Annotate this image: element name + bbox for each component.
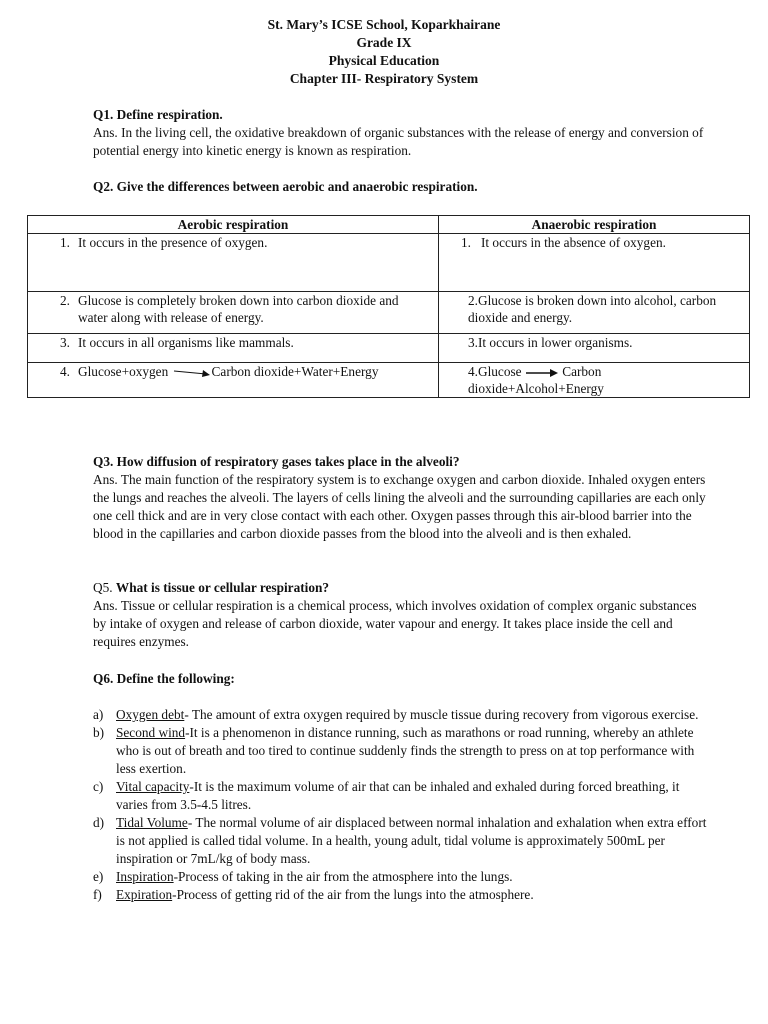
q3-section [93,453,713,543]
aerobic-equation-right: Carbon dioxide+Water+Energy [211,364,379,379]
q1-section [93,106,713,160]
item-term: Second wind [116,725,186,740]
table-row [28,363,750,398]
item-letter: b) [93,725,105,740]
q6-question: Q6. Define the following: [93,671,235,686]
row-number: 1. [461,235,471,250]
row-number: 4. [60,364,70,379]
subject-label: Physical Education [328,53,440,68]
q1-answer: Ans. In the living cell, the oxidative breakdown of organic substances with the release of energy and conversion of potential energy into kinetic energy is known as respiration. [93,125,704,158]
list-item [93,778,713,814]
q2-section [93,178,713,196]
item-text: -It is a phenomenon in distance running, such as marathons or road running, whereby an athlete who is out of breath and too tired to continue suddenly finds the strength to press on at top performance with less exertion. [116,725,695,776]
anaerobic-cell [439,234,750,292]
list-item [93,706,713,724]
table-row [28,292,750,334]
anaerobic-text: It occurs in the absence of oxygen. [480,235,666,250]
q5-answer: Ans. Tissue or cellular respiration is a chemical process, which involves oxidation of complex organic substances by intake of oxygen and release of carbon dioxide, water vapour and energy. It takes place inside the cell and requires enzymes. [93,598,697,649]
document-header [0,16,768,88]
anaerobic-cell [439,334,750,363]
row-number: 2. [60,293,70,308]
item-letter: c) [93,779,104,794]
item-letter: a) [93,707,104,722]
anaerobic-text: 3.It occurs in lower organisms. [468,335,633,350]
aerobic-cell [28,334,439,363]
list-item [93,868,713,886]
chapter-title: Chapter III- Respiratory System [289,71,479,86]
comparison-table [27,215,750,398]
row-number: 3. [60,335,70,350]
anaerobic-cell [439,363,750,398]
list-item [93,886,713,904]
aerobic-cell [28,292,439,334]
item-text: -It is the maximum volume of air that can be inhaled and exhaled during forced breathing, it varies from 3.5-4.5 litres. [116,779,680,812]
school-name: St. Mary’s ICSE School, Koparkhairane [267,17,501,32]
list-item [93,814,713,868]
aerobic-text: Glucose is completely broken down into carbon dioxide and water along with release of energy. [78,293,399,325]
q5-question: What is tissue or cellular respiration? [115,580,330,595]
aerobic-text: It occurs in all organisms like mammals. [78,335,294,350]
item-term: Inspiration [116,869,174,884]
row-number: 1. [60,235,70,250]
table-row [28,234,750,292]
item-letter: d) [93,815,105,830]
q1-question: Q1. Define respiration. [93,107,223,122]
aerobic-header: Aerobic respiration [28,216,439,234]
aerobic-equation-left: Glucose+oxygen [78,364,169,379]
item-term: Tidal Volume [116,815,188,830]
q5-section [93,579,713,651]
anaerobic-cell [439,292,750,334]
aerobic-cell [28,363,439,398]
arrow-icon [525,367,559,379]
q5-question-line [93,579,713,597]
aerobic-text: It occurs in the presence of oxygen. [78,235,268,250]
anaerobic-text: 2.Glucose is broken down into alcohol, carbon dioxide and energy. [468,293,717,325]
item-text: - The normal volume of air displaced between normal inhalation and exhalation when extra effort is not applied is called tidal volume. In a health, young adult, tidal volume is approximately 500mL per inspiration or 7mL/kg of body mass. [116,815,707,866]
definitions-list [93,706,713,904]
table-header-row [28,216,750,234]
list-item [93,724,713,778]
aerobic-cell [28,234,439,292]
anaerobic-header: Anaerobic respiration [439,216,750,234]
arrow-icon [172,366,212,380]
item-text: - The amount of extra oxygen required by muscle tissue during recovery from vigorous exercise. [184,707,699,722]
item-term: Vital capacity [116,779,190,794]
item-term: Expiration [116,887,173,902]
q3-question: Q3. How diffusion of respiratory gases takes place in the alveoli? [93,454,460,469]
anaerobic-equation-right: Carbon [562,364,602,379]
item-term: Oxygen debt [116,707,185,722]
item-letter: f) [93,887,102,902]
grade-label: Grade IX [356,35,412,50]
table-row [28,334,750,363]
item-letter: e) [93,869,104,884]
q6-section [93,670,713,688]
item-text: -Process of getting rid of the air from the lungs into the atmosphere. [172,887,534,902]
q2-question: Q2. Give the differences between aerobic and anaerobic respiration. [93,179,478,194]
q5-prefix: Q5. [93,580,113,595]
item-text: -Process of taking in the air from the atmosphere into the lungs. [173,869,513,884]
anaerobic-equation-line2: dioxide+Alcohol+Energy [468,381,604,396]
q3-answer: Ans. The main function of the respiratory system is to exchange oxygen and carbon dioxide. Inhaled oxygen enters the lungs and reaches the alveoli. The layers of cells lining the alveoli and the surrounding capillaries are each only one cell thick and are in very close contact with each other. Oxygen passes through this air-blood barrier into the blood in the capillaries and carbon dioxide passes from the blood into the alveoli and is then exhaled. [93,472,706,541]
anaerobic-equation-left: 4.Glucose [468,364,522,379]
